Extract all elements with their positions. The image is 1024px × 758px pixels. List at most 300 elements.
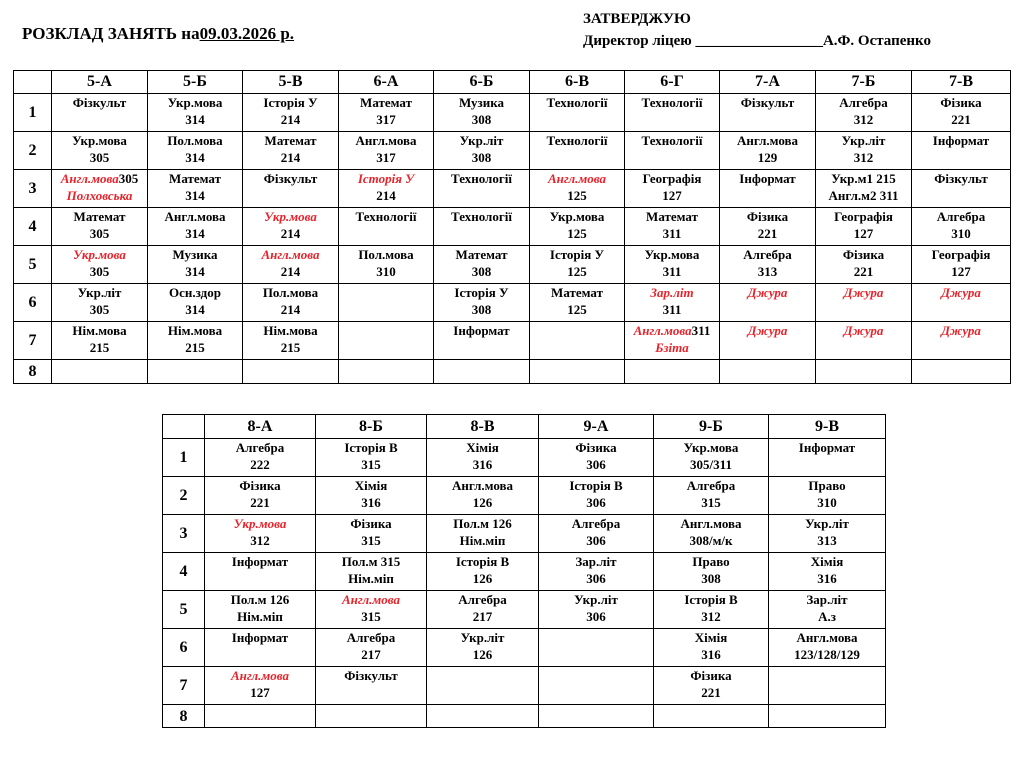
subject-name: Англ.мова	[796, 630, 858, 645]
lesson-cell	[339, 360, 434, 384]
subject-name: Пол.мова	[358, 247, 414, 262]
lesson-cell	[316, 439, 427, 477]
room-number: 308/м/к	[689, 533, 733, 548]
lesson-cell	[539, 629, 654, 667]
lesson-number: 8	[163, 705, 205, 728]
lesson-cell	[434, 170, 530, 208]
lesson-cell	[530, 360, 625, 384]
subject-name: Зар.літ	[650, 285, 694, 300]
lesson-cell	[625, 322, 720, 360]
subject-name: Географія	[642, 171, 702, 186]
subject-name: Англ.мова	[230, 668, 290, 683]
lesson-cell	[316, 553, 427, 591]
subject-name: Осн.здор	[169, 285, 221, 300]
lesson-cell	[52, 132, 148, 170]
lesson-cell	[720, 208, 816, 246]
subject-name: Історія В	[569, 478, 623, 493]
lesson-cell	[539, 553, 654, 591]
lesson-number: 5	[14, 246, 52, 284]
subject-name: Алгебра	[458, 592, 507, 607]
subject-name: Історія У	[263, 95, 318, 110]
lesson-cell	[720, 246, 816, 284]
subject-name: Історія У	[549, 247, 605, 262]
class-header: 6-Г	[625, 71, 720, 94]
room-number: 127	[951, 264, 971, 279]
subject-name: Історія У	[454, 285, 509, 300]
lesson-cell	[339, 94, 434, 132]
lesson-cell	[912, 360, 1011, 384]
lesson-cell	[243, 360, 339, 384]
room-number: 316	[701, 647, 721, 662]
lesson-row	[14, 94, 1011, 132]
lesson-cell	[625, 284, 720, 322]
room-number: 221	[757, 226, 778, 241]
subject-name: Пол.мова	[167, 133, 223, 148]
lesson-cell	[654, 477, 769, 515]
subject-name: Укр.літ	[459, 133, 504, 148]
lesson-cell	[205, 553, 316, 591]
subject-name: Музика	[458, 95, 505, 110]
lesson-cell	[205, 667, 316, 705]
lesson-number: 6	[14, 284, 52, 322]
lesson-cell	[427, 629, 539, 667]
class-header: 7-В	[912, 71, 1011, 94]
lesson-cell	[625, 170, 720, 208]
room-number: 305	[89, 150, 110, 165]
lesson-row	[163, 705, 886, 728]
lesson-cell	[52, 170, 148, 208]
room-number: 127	[250, 685, 270, 700]
subject-name: Алгебра	[346, 630, 396, 645]
room-number: 306	[586, 533, 606, 548]
lesson-cell	[530, 284, 625, 322]
lesson-cell	[427, 553, 539, 591]
title-date: 09.03.2026 р.	[199, 24, 295, 43]
lesson-cell	[52, 284, 148, 322]
lesson-number: 1	[163, 439, 205, 477]
lesson-number: 2	[163, 477, 205, 515]
lesson-cell	[720, 132, 816, 170]
room-number: 221	[853, 264, 874, 279]
subject-name: Алгебра	[686, 478, 736, 493]
class-header: 5-А	[52, 71, 148, 94]
class-header: 8-А	[205, 415, 316, 439]
subject-name: Математ	[73, 209, 126, 224]
subject-name: Фізкульт	[934, 171, 988, 186]
lesson-cell	[339, 170, 434, 208]
lesson-cell	[205, 705, 316, 728]
subject-name: Хімія	[694, 630, 728, 645]
lesson-cell	[654, 439, 769, 477]
subject-name: Джура	[843, 323, 884, 338]
subject-name: Математ	[169, 171, 221, 186]
lesson-cell	[625, 360, 720, 384]
lesson-cell	[539, 477, 654, 515]
subject-name: Технології	[546, 95, 608, 110]
subject-name: Нім.мова	[167, 323, 223, 338]
subject-name: Зар.літ	[575, 554, 617, 569]
subject-name: Укр.літ	[77, 285, 122, 300]
lesson-cell	[912, 170, 1011, 208]
subject-name: Фізика	[842, 247, 885, 262]
lesson-cell	[912, 94, 1011, 132]
room-number: 221	[951, 112, 971, 127]
lesson-number: 5	[163, 591, 205, 629]
subject-name: Інформат	[932, 133, 990, 148]
subject-name: Англ.мова	[164, 209, 226, 224]
subject-name: Укр.мова	[644, 247, 700, 262]
lesson-cell	[769, 553, 886, 591]
lesson-cell	[434, 208, 530, 246]
lesson-cell	[625, 246, 720, 284]
lesson-cell	[654, 705, 769, 728]
subject-name: Укр.мова	[233, 516, 287, 531]
subject-name: Хімія	[466, 440, 499, 455]
lesson-cell	[539, 515, 654, 553]
subject-name: Музика	[172, 247, 218, 262]
room-number: 306	[586, 495, 606, 510]
lesson-cell	[625, 132, 720, 170]
lesson-cell	[816, 360, 912, 384]
subject-name: Математ	[360, 95, 412, 110]
subject-name: Фізика	[690, 668, 732, 683]
lesson-cell	[816, 94, 912, 132]
lesson-row	[163, 629, 886, 667]
lesson-cell	[720, 284, 816, 322]
lesson-number: 7	[14, 322, 52, 360]
lesson-cell	[530, 170, 625, 208]
subject-name: Алгебра	[936, 209, 986, 224]
room-number: 311	[662, 264, 682, 279]
subject-name: Математ	[264, 133, 317, 148]
subject-name: Англ.мова	[261, 247, 320, 262]
lesson-number: 8	[14, 360, 52, 384]
subject-name: Джура	[747, 323, 788, 338]
lesson-cell	[720, 94, 816, 132]
lesson-cell	[316, 629, 427, 667]
subject-name: Технології	[641, 133, 703, 148]
lesson-cell	[539, 439, 654, 477]
class-header: 6-А	[339, 71, 434, 94]
lesson-cell	[720, 170, 816, 208]
subject-name: Інформат	[453, 323, 510, 338]
lesson-cell	[427, 515, 539, 553]
class-header: 8-В	[427, 415, 539, 439]
room-number: 315	[361, 457, 381, 472]
lesson-cell	[339, 322, 434, 360]
subject-name: Джура	[941, 323, 981, 338]
lesson-cell	[816, 322, 912, 360]
lesson-cell	[539, 667, 654, 705]
lesson-row	[163, 591, 886, 629]
lesson-cell	[816, 132, 912, 170]
lesson-cell	[148, 94, 243, 132]
lesson-row	[14, 170, 1011, 208]
room-number: Нім.міп	[459, 533, 506, 548]
room-number: 221	[701, 685, 721, 700]
lesson-row	[14, 132, 1011, 170]
room-number: 310	[817, 495, 837, 510]
subject-name: Укр.літ	[805, 516, 849, 531]
room-number: 308	[471, 150, 492, 165]
title-prefix: РОЗКЛАД ЗАНЯТЬ на	[22, 24, 200, 43]
room-number: 306	[586, 609, 606, 624]
room-number: 316	[472, 457, 493, 472]
lesson-cell	[530, 322, 625, 360]
lesson-row	[14, 208, 1011, 246]
class-header: 5-В	[243, 71, 339, 94]
room-number: 308	[471, 264, 492, 279]
lesson-number: 2	[14, 132, 52, 170]
room-number: 126	[472, 571, 493, 586]
lesson-cell	[339, 284, 434, 322]
room-number: А.з	[818, 609, 836, 624]
subject-name: Англ.мова	[736, 133, 799, 148]
subject-name: Пол.м 126	[453, 516, 512, 531]
header-corner	[163, 415, 205, 439]
room-number: 215	[89, 340, 110, 355]
subject-name: Укр.м1 215	[831, 171, 896, 186]
subject-name: Фізкульт	[72, 95, 127, 110]
lesson-cell	[625, 94, 720, 132]
class-header: 7-Б	[816, 71, 912, 94]
room-number: 126	[472, 495, 493, 510]
subject-name: Укр.мова	[72, 133, 127, 148]
room-number: 305	[118, 171, 139, 186]
subject-name: Фізика	[350, 516, 392, 531]
lesson-cell	[243, 132, 339, 170]
lesson-cell	[205, 439, 316, 477]
lesson-cell	[148, 284, 243, 322]
room-number: 312	[250, 533, 270, 548]
subject-name: Джура	[941, 285, 981, 300]
lesson-cell	[316, 667, 427, 705]
lesson-cell	[530, 94, 625, 132]
lesson-cell	[148, 246, 243, 284]
room-number: 217	[361, 647, 381, 662]
subject-name: Технології	[451, 209, 512, 224]
subject-name: Алгебра	[839, 95, 888, 110]
lesson-row	[14, 322, 1011, 360]
subject-name: Право	[808, 478, 846, 493]
room-number: 214	[280, 150, 301, 165]
lesson-cell	[912, 246, 1011, 284]
lesson-row	[163, 667, 886, 705]
subject-name: Технології	[546, 133, 608, 148]
room-number: 125	[567, 188, 587, 203]
class-header: 6-В	[530, 71, 625, 94]
room-number: 314	[185, 188, 205, 203]
lesson-cell	[52, 208, 148, 246]
lesson-number: 4	[163, 553, 205, 591]
schedule-table-grades-5-7	[13, 70, 1011, 384]
room-number: 217	[472, 609, 493, 624]
lesson-row	[163, 553, 886, 591]
subject-name: Укр.літ	[841, 133, 886, 148]
class-header: 9-А	[539, 415, 654, 439]
subject-name: Математ	[455, 247, 508, 262]
room-number: 308	[701, 571, 721, 586]
lesson-cell	[769, 705, 886, 728]
subject-name: Англ.мова	[680, 516, 742, 531]
lesson-cell	[530, 246, 625, 284]
subject-name: Історія В	[344, 440, 398, 455]
room-number: 316	[361, 495, 381, 510]
room-number: 308	[471, 112, 492, 127]
room-number: 314	[185, 150, 205, 165]
lesson-number: 7	[163, 667, 205, 705]
subject-name: Хімія	[810, 554, 844, 569]
room-number: 125	[567, 264, 587, 279]
header-row	[163, 415, 886, 439]
subject-name: Укр.мова	[549, 209, 605, 224]
subject-name: Інформат	[798, 440, 856, 455]
teacher-name: Полховська	[66, 188, 133, 203]
subject-name: Фізика	[239, 478, 281, 493]
subject-name: Алгебра	[571, 516, 621, 531]
subject-name: Нім.мова	[263, 323, 318, 338]
lesson-cell	[434, 132, 530, 170]
room-number: 313	[817, 533, 837, 548]
lesson-cell	[434, 322, 530, 360]
subject-name: Укр.літ	[574, 592, 618, 607]
lesson-cell	[148, 208, 243, 246]
room-number: 316	[817, 571, 837, 586]
room-number: 127	[662, 188, 682, 203]
subject-name: Пол.м 126	[230, 592, 290, 607]
room-number: 125	[567, 226, 587, 241]
subject-name: Укр.літ	[460, 630, 505, 645]
lesson-cell	[243, 208, 339, 246]
room-number: 317	[376, 112, 396, 127]
lesson-cell	[769, 515, 886, 553]
room-number: 305/311	[690, 457, 732, 472]
subject-name: Фізика	[575, 440, 617, 455]
lesson-row	[14, 246, 1011, 284]
room-number: 312	[701, 609, 721, 624]
lesson-cell	[530, 132, 625, 170]
lesson-cell	[52, 322, 148, 360]
room-number: 221	[250, 495, 270, 510]
room-number: 315	[361, 533, 381, 548]
subject-name: Пол.м 315	[341, 554, 401, 569]
subject-name: Фізкульт	[344, 668, 398, 683]
subject-name: Зар.літ	[806, 592, 848, 607]
room-number: 314	[185, 302, 205, 317]
lesson-cell	[339, 246, 434, 284]
subject-name: Англ.мова	[547, 171, 607, 186]
room-number: 317	[376, 150, 396, 165]
lesson-number: 4	[14, 208, 52, 246]
lesson-cell	[654, 553, 769, 591]
lesson-cell	[205, 591, 316, 629]
lesson-cell	[769, 667, 886, 705]
subject-name: Історія У	[357, 171, 415, 186]
lesson-cell	[52, 246, 148, 284]
lesson-cell	[316, 515, 427, 553]
lesson-cell	[769, 477, 886, 515]
room-number: 125	[567, 302, 587, 317]
lesson-cell	[205, 629, 316, 667]
lesson-cell	[148, 360, 243, 384]
subject-name: Джура	[843, 285, 884, 300]
room-number: 308	[471, 302, 492, 317]
room-number: 214	[280, 226, 301, 241]
subject-name: Фізкульт	[263, 171, 318, 186]
lesson-cell	[148, 322, 243, 360]
subject-name: Укр.мова	[73, 247, 126, 262]
lesson-cell	[339, 208, 434, 246]
subject-name: Технології	[451, 171, 512, 186]
subject-name: Англ.мова	[60, 171, 119, 186]
lesson-cell	[654, 629, 769, 667]
room-number: 312	[853, 112, 874, 127]
room-number: 311	[662, 226, 682, 241]
subject-name: Англ.мова	[633, 323, 692, 338]
subject-name: Технології	[355, 209, 417, 224]
lesson-cell	[243, 246, 339, 284]
subject-name: Англ.мова	[355, 133, 417, 148]
subject-name: Історія В	[455, 554, 510, 569]
room-number: Англ.м2 311	[828, 188, 899, 203]
director-line: Директор ліцею _________________А.Ф. Остапенко	[583, 33, 931, 49]
lesson-cell	[769, 629, 886, 667]
lesson-cell	[816, 170, 912, 208]
subject-name: Англ.мова	[341, 592, 401, 607]
lesson-cell	[912, 322, 1011, 360]
room-number: 310	[951, 226, 971, 241]
lesson-number: 3	[14, 170, 52, 208]
subject-name: Нім.мова	[72, 323, 127, 338]
class-header: 8-Б	[316, 415, 427, 439]
lesson-row	[163, 477, 886, 515]
room-number: 314	[185, 226, 205, 241]
room-number: 315	[701, 495, 721, 510]
lesson-number: 6	[163, 629, 205, 667]
lesson-number: 3	[163, 515, 205, 553]
lesson-cell	[243, 284, 339, 322]
room-number: 311	[662, 302, 682, 317]
room-number: 126	[472, 647, 493, 662]
lesson-cell	[316, 591, 427, 629]
room-number: 314	[185, 112, 205, 127]
room-number: 305	[89, 302, 110, 317]
lesson-cell	[434, 360, 530, 384]
lesson-cell	[434, 246, 530, 284]
lesson-cell	[654, 667, 769, 705]
lesson-cell	[205, 515, 316, 553]
subject-name: Інформат	[231, 554, 289, 569]
subject-name: Історія В	[684, 592, 738, 607]
subject-name: Фізкульт	[740, 95, 795, 110]
subject-name: Англ.мова	[451, 478, 514, 493]
lesson-row	[14, 284, 1011, 322]
lesson-cell	[427, 591, 539, 629]
subject-name: Технології	[641, 95, 703, 110]
subject-line	[625, 322, 719, 339]
room-number: 127	[853, 226, 874, 241]
header-corner	[14, 71, 52, 94]
class-header: 9-Б	[654, 415, 769, 439]
room-number: 314	[185, 264, 205, 279]
lesson-row	[163, 515, 886, 553]
subject-name: Фізика	[746, 209, 789, 224]
subject-name: Географія	[834, 209, 893, 224]
subject-line	[52, 170, 147, 187]
room-number: 214	[376, 188, 396, 203]
room-number: Нім.міп	[237, 609, 283, 624]
subject-name: Укр.мова	[683, 440, 739, 455]
